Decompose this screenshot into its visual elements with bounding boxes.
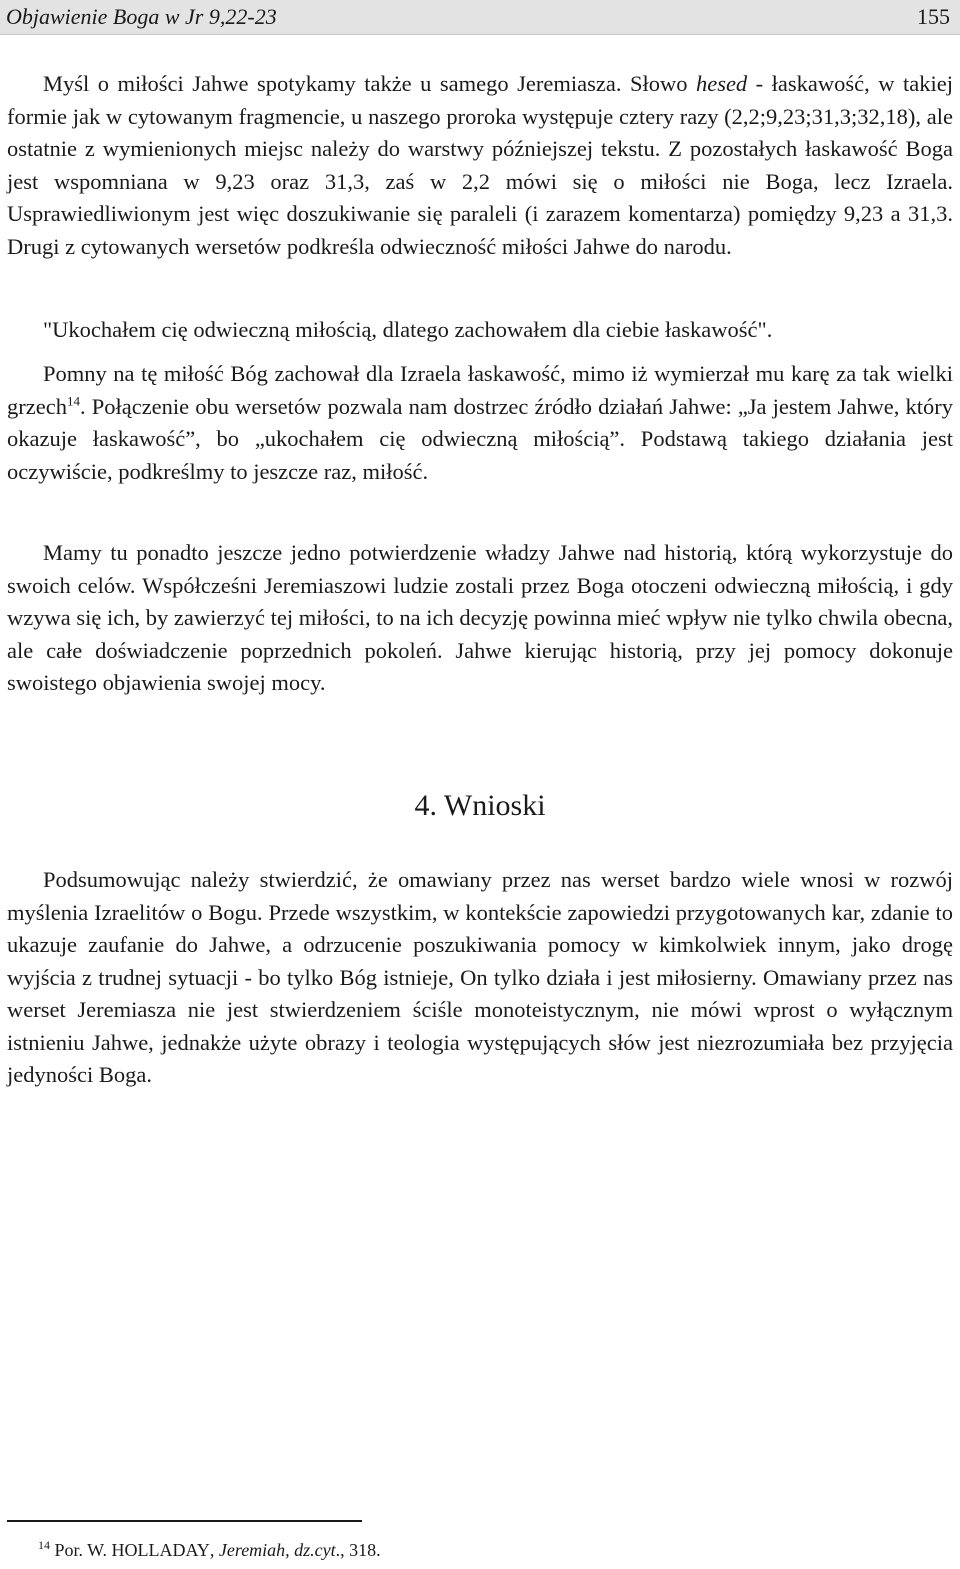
paragraph-hesed: [7, 68, 953, 263]
footnote-author-initial: H: [111, 1540, 125, 1560]
paragraph-historia: [7, 537, 953, 700]
paragraph-text: Pomny na tę miłość Bóg zachował dla Izraela łaskawość, mimo iż wymierzał mu karę za tak wielki grzech: [7, 361, 953, 419]
section-heading: 4. Wnioski: [414, 789, 546, 822]
footnote-tail: ., 318.: [335, 1540, 381, 1560]
paragraph-text: - łaskawość, w takiej formie jak w cytowanym fragmencie, u naszego proroka występuje cztery razy (2,2;9,23;31,3;32,18), ale ostatnie z wymienionych miejsc należy do warstwy późniejszej tekstu. Z pozostałych łaskawość Boga jest wspomniana w 9,23 oraz 31,3, zaś w 2,2 mówi się o miłości nie Boga, lecz Izraela. Usprawiedliwionym jest więc doszukiwanie się paraleli (i zarazem komentarza) pomiędzy 9,23 a 31,3. Drugi z cytowanych wersetów podkreśla odwieczność miłości Jahwe do narodu.: [7, 71, 953, 259]
paragraph-text: Mamy tu ponadto jeszcze jedno potwierdzenie władzy Jahwe nad historią, którą wykorzystuje do swoich celów. Współcześni Jeremiaszowi ludzie zostali przez Boga otoczeni odwieczną miłością, i gdy wzywa się ich, by zawierzyć tej miłości, to na ich decyzję powinna mieć wpływ nie tylko chwila obecna, ale całe doświadczenie poprzednich pokoleń. Jahwe kierując historią, przy jej pomocy dokonuje swoistego objawienia swojej mocy.: [7, 540, 953, 695]
footnote-number: 14: [38, 1538, 50, 1552]
footnote-author-rest: OLLADAY: [124, 1540, 210, 1560]
footnote-reference[interactable]: 14: [66, 393, 80, 408]
quotation-paragraph: [7, 314, 953, 347]
running-title: Objawienie Boga w Jr 9,22-23: [6, 4, 277, 29]
footnote-work: Jeremiah, dz.cyt: [218, 1540, 336, 1560]
page-number: 155: [917, 4, 950, 29]
running-header: [0, 0, 960, 35]
footnote: [38, 1537, 381, 1563]
paragraph-text: . Połączenie obu wersetów pozwala nam dostrzec źródło działań Jahwe: „Ja jestem Jahwe, który okazuje łaskawość”, bo „ukochałem cię odwieczną miłością”. Podstawą takiego działania jest oczywiście, podkreślmy to jeszcze raz, miłość.: [7, 393, 953, 484]
footnote-prefix: Por. W.: [54, 1540, 112, 1560]
hesed-term: hesed: [695, 71, 748, 96]
footnote-separator: [7, 1520, 362, 1522]
footnote-sep: ,: [209, 1540, 219, 1560]
paragraph-text: Podsumowując należy stwierdzić, że omawiany przez nas werset bardzo wiele wnosi w rozwój myślenia Izraelitów o Bogu. Przede wszystkim, w kontekście zapowiedzi przygotowanych kar, zdanie to ukazuje zaufanie do Jahwe, a odrzucenie poszukiwania pomocy w kimkolwiek innym, jako drogę wyjścia z trudnej sytuacji - bo tylko Bóg istnieje, On tylko działa i jest miłosierny. Omawiany przez nas werset Jeremiasza nie jest stwierdzeniem ściśle monoteistycznym, nie mówi wprost o wyłącznym istnieniu Jahwe, jednakże użyte obrazy i teologia występujących słów jest niezrozumiała bez przyjęcia jedyności Boga.: [7, 867, 953, 1087]
quotation-text: "Ukochałem cię odwieczną miłością, dlatego zachowałem dla ciebie łaskawość".: [43, 317, 773, 342]
paragraph-pomny: [7, 358, 953, 488]
paragraph-text: Myśl o miłości Jahwe spotykamy także u samego Jeremiasza. Słowo: [43, 71, 696, 96]
paragraph-conclusions: [7, 864, 953, 1092]
